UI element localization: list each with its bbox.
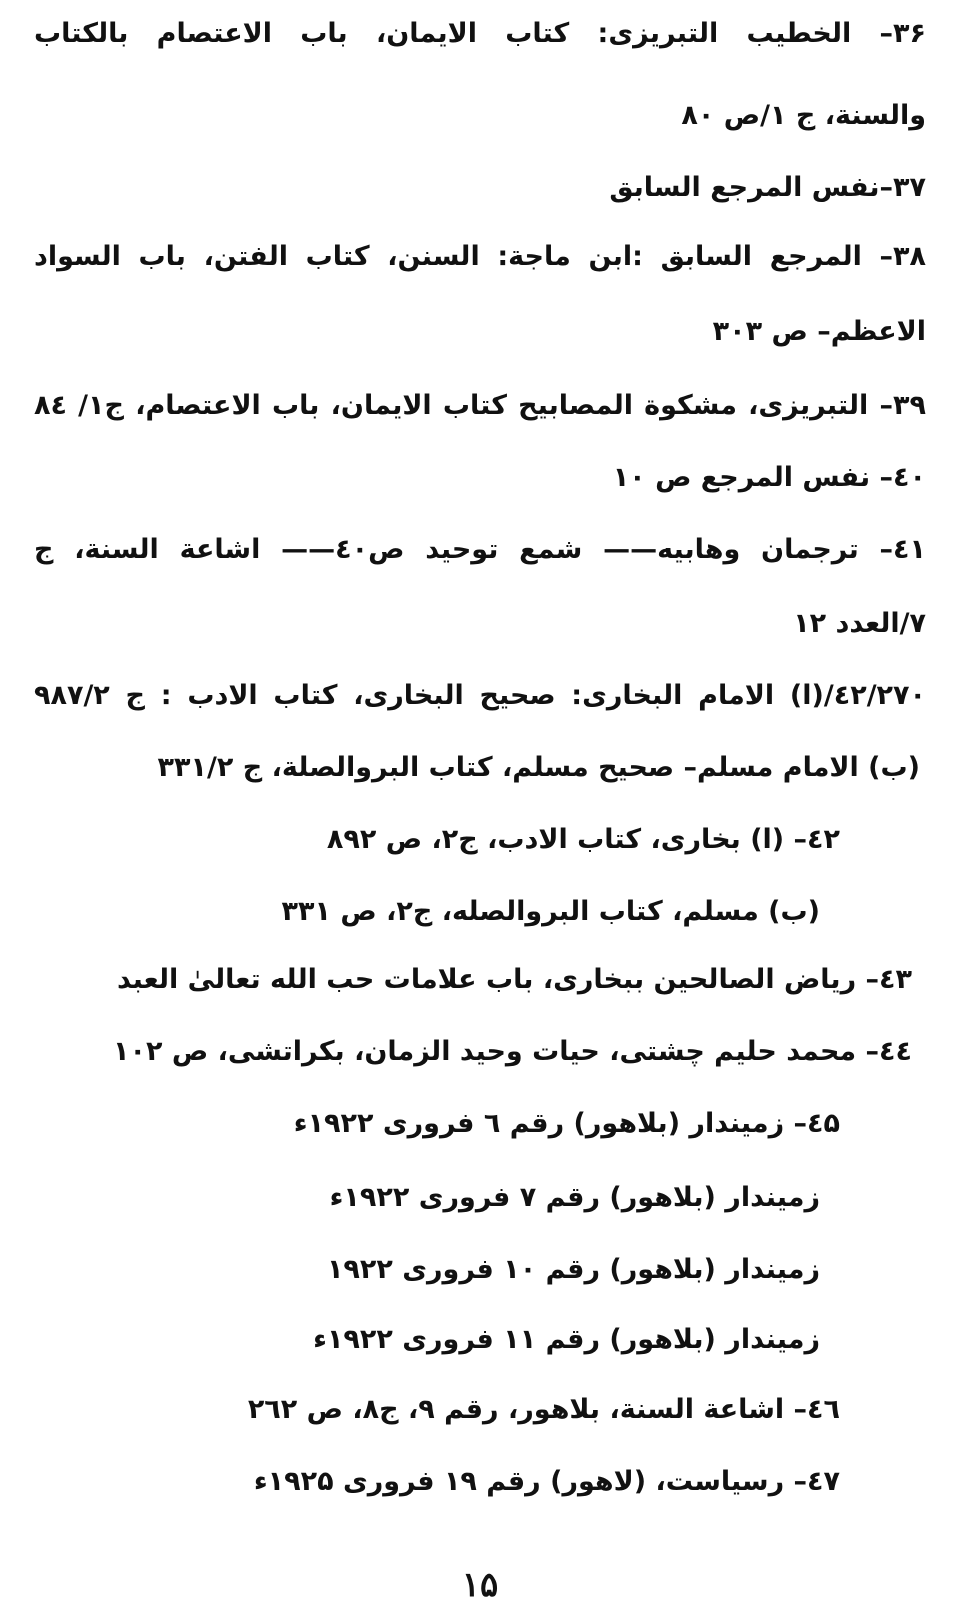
reference-42-270-b: (ب) الامام مسلم– صحیح مسلم، کتاب البروالصلة، ج ۳۳۱/۲	[157, 752, 920, 783]
reference-41: ٤۱– ترجمان وهابیه—— شمع توحید ص٤۰—— اشاعة السنة، ج	[34, 534, 926, 565]
reference-42-b: (ب) مسلم، کتاب البروالصله، ج۲، ص ۳۳۱	[281, 896, 820, 927]
reference-45: ٤۵– زمیندار (بلاهور) رقم ٦ فروری ۱۹۲۲ء	[293, 1108, 840, 1139]
reference-46: ٤٦– اشاعة السنة، بلاهور، رقم ۹، ج۸، ص ۲٦۲	[247, 1394, 840, 1425]
reference-38: ۳۸– المرجع السابق :ابن ماجة: السنن، کتاب الفتن، باب السواد	[34, 241, 926, 272]
reference-42-270: ٤۲/۲۷۰/(ا) الامام البخاری: صحیح البخاری، کتاب الادب : ج ۹۸۷/۲	[34, 680, 926, 711]
reference-39: ۳۹– التبریزی، مشکوة المصابیح کتاب الایمان، باب الاعتصام، ج۱/ ۸٤	[34, 390, 926, 421]
reference-45-c: زمیندار (بلاهور) رقم ۱۰ فروری ۱۹۲۲	[326, 1254, 820, 1285]
reference-45-b: زمیندار (بلاهور) رقم ۷ فروری ۱۹۲۲ء	[329, 1182, 820, 1213]
reference-37: ۳۷–نفس المرجع السابق	[609, 172, 926, 203]
reference-47: ٤۷– رسیاست، (لاهور) رقم ۱۹ فروری ۱۹۲۵ء	[253, 1466, 840, 1497]
reference-42: ٤۲– (ا) بخاری، کتاب الادب، ج۲، ص ۸۹۲	[326, 824, 840, 855]
page-number: ۱۵	[461, 1565, 499, 1605]
reference-41-cont: ۷/العدد ۱۲	[793, 608, 926, 639]
reference-36-cont: والسنة، ج ۱/ص ۸۰	[681, 100, 926, 131]
reference-40: ٤۰– نفس المرجع ص ۱۰	[612, 462, 926, 493]
reference-43: ٤۳– ریاض الصالحین ببخاری، باب علامات حب الله تعالیٰ العبد	[117, 964, 912, 995]
reference-45-d: زمیندار (بلاهور) رقم ۱۱ فروری ۱۹۲۲ء	[313, 1324, 820, 1355]
reference-44: ٤٤– محمد حلیم چشتی، حیات وحید الزمان، بکراتشی، ص ۱۰۲	[113, 1036, 912, 1067]
reference-38-cont: الاعظم– ص ۳۰۳	[712, 316, 926, 347]
reference-36: ۳۶– الخطیب التبریزی: کتاب الایمان، باب الاعتصام بالکتاب	[34, 18, 926, 49]
